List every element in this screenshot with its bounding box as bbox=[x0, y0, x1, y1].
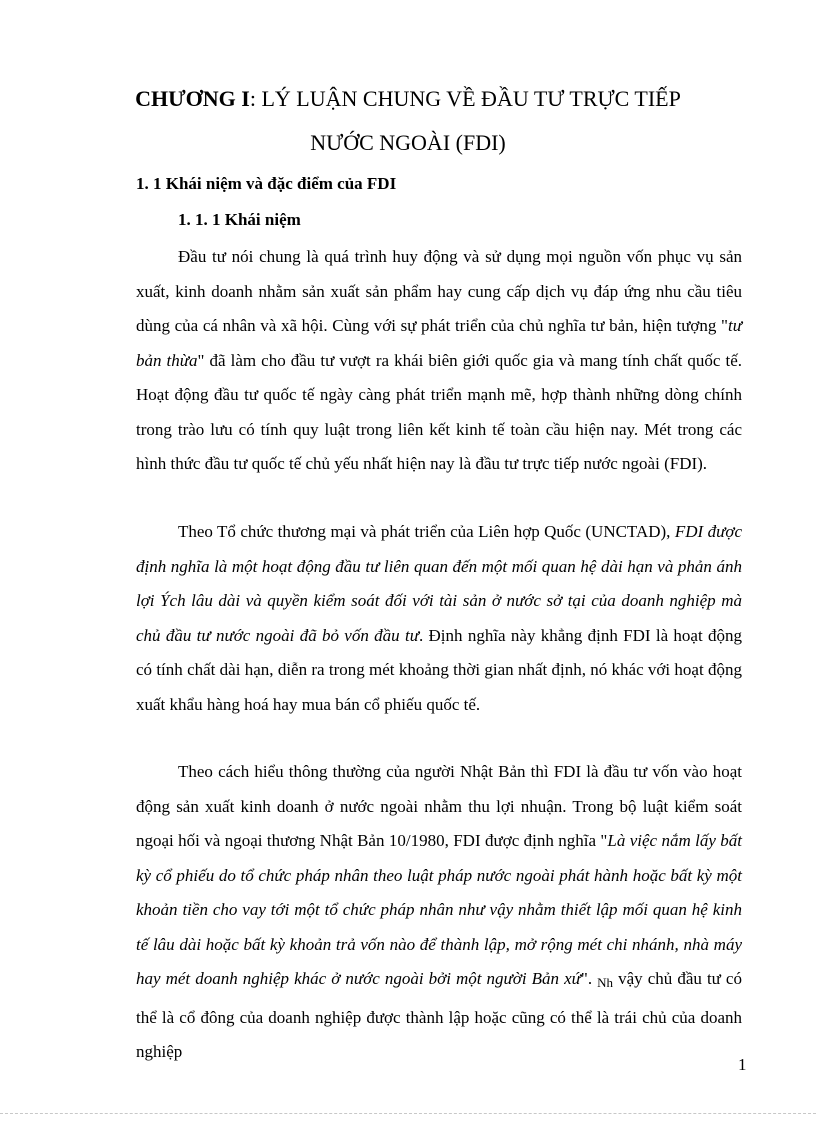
paragraph-3-nh: Nh bbox=[597, 975, 614, 990]
paragraph-3-text-c: vậy chủ đầu tư có thể là cổ đông của doanh nghiệp được thành lập hoặc cũng có thể là trái chủ của doanh nghiệp bbox=[136, 969, 742, 1061]
paragraph-3-text-b: ". bbox=[580, 969, 598, 988]
paragraph-1 bbox=[136, 240, 742, 482]
paragraph-2-text-b: . Định nghĩa này khẳng định FDI là hoạt động có tính chất dài hạn, diễn ra trong mét khoảng thời gian nhất định, nó khác với hoạt động xuất khẩu hàng hoá hay mua bán cổ phiếu quốc tế. bbox=[136, 625, 742, 714]
page-bottom-divider bbox=[0, 1113, 816, 1114]
paragraph-1-italic: tư bản thừa bbox=[136, 316, 742, 370]
page-number: 1 bbox=[738, 1055, 747, 1074]
paragraph-2 bbox=[136, 515, 742, 722]
paragraph-3-text-a: Theo cách hiểu thông thường của người Nhật Bản thì FDI là đầu tư vốn vào hoạt động sản xuất kinh doanh ở nước ngoài nhằm thu lợi nhuận. Trong bộ luật kiểm soát ngoại hối và ngoại thương Nhật Bản 10/1980, FDI được định nghĩa " bbox=[136, 762, 742, 850]
paragraph-1-text-b: " đã làm cho đầu tư vượt ra khái biên giới quốc gia và mang tính chất quốc tế. Hoạt động đầu tư quốc tế ngày càng phát triển mạnh mẽ, hợp thành những dòng chính trong trào lưu có tính quy luật trong liên kết kinh tế toàn cầu hiện nay. Mét trong các hình thức đầu tư quốc tế chủ yếu nhất hiện nay là đầu tư trực tiếp nước ngoài (FDI). bbox=[136, 350, 742, 473]
chapter-title-text: : LÝ LUẬN CHUNG VỀ ĐẦU TƯ TRỰC TIẾP bbox=[249, 86, 681, 111]
paragraph-2-text-a: Theo Tổ chức thương mại và phát triển của Liên hợp Quốc (UNCTAD), bbox=[178, 522, 675, 541]
paragraph-2-italic: FDI được định nghĩa là một hoạt động đầu tư liên quan đến một mối quan hệ dài hạn và phản ánh lợi Ých lâu dài và quyền kiểm soát đối với tài sản ở nước sở tại của doanh nghiệp mà chủ đầu tư nước ngoài đã bỏ vốn đầu tư bbox=[136, 522, 742, 645]
subsection-heading: 1. 1. 1 Khái niệm bbox=[178, 210, 301, 229]
chapter-label: CHƯƠNG I bbox=[135, 86, 250, 111]
paragraph-1-text-a: Đầu tư nói chung là quá trình huy động và sử dụng mọi nguồn vốn phục vụ sản xuất, kinh doanh nhằm sản xuất sản phẩm hay cung cấp dịch vụ đáp ứng nhu cầu tiêu dùng của cá nhân và xã hội. Cùng với sự phát triển của chủ nghĩa tư bản, hiện tượng " bbox=[136, 247, 742, 335]
chapter-title bbox=[60, 80, 756, 162]
paragraph-3-italic: Là việc nắm lấy bất kỳ cổ phiếu do tổ chức pháp nhân theo luật pháp nước ngoài phát hành hoặc bất kỳ một khoản tiền cho vay tới một tổ chức pháp nhân như vậy nhằm thiết lập mối quan hệ kinh tế lâu dài hoặc bất kỳ khoản trả vốn nào để thành lập, mở rộng mét chi nhánh, nhà máy hay mét doanh nghiệp khác ở nước ngoài bởi một người Bản xứ bbox=[136, 831, 742, 988]
paragraph-3 bbox=[136, 755, 742, 1070]
chapter-title-line1 bbox=[60, 80, 756, 118]
chapter-title-line2: NƯỚC NGOÀI (FDI) bbox=[310, 130, 506, 155]
section-heading: 1. 1 Khái niệm và đặc điểm của FDI bbox=[136, 174, 397, 193]
